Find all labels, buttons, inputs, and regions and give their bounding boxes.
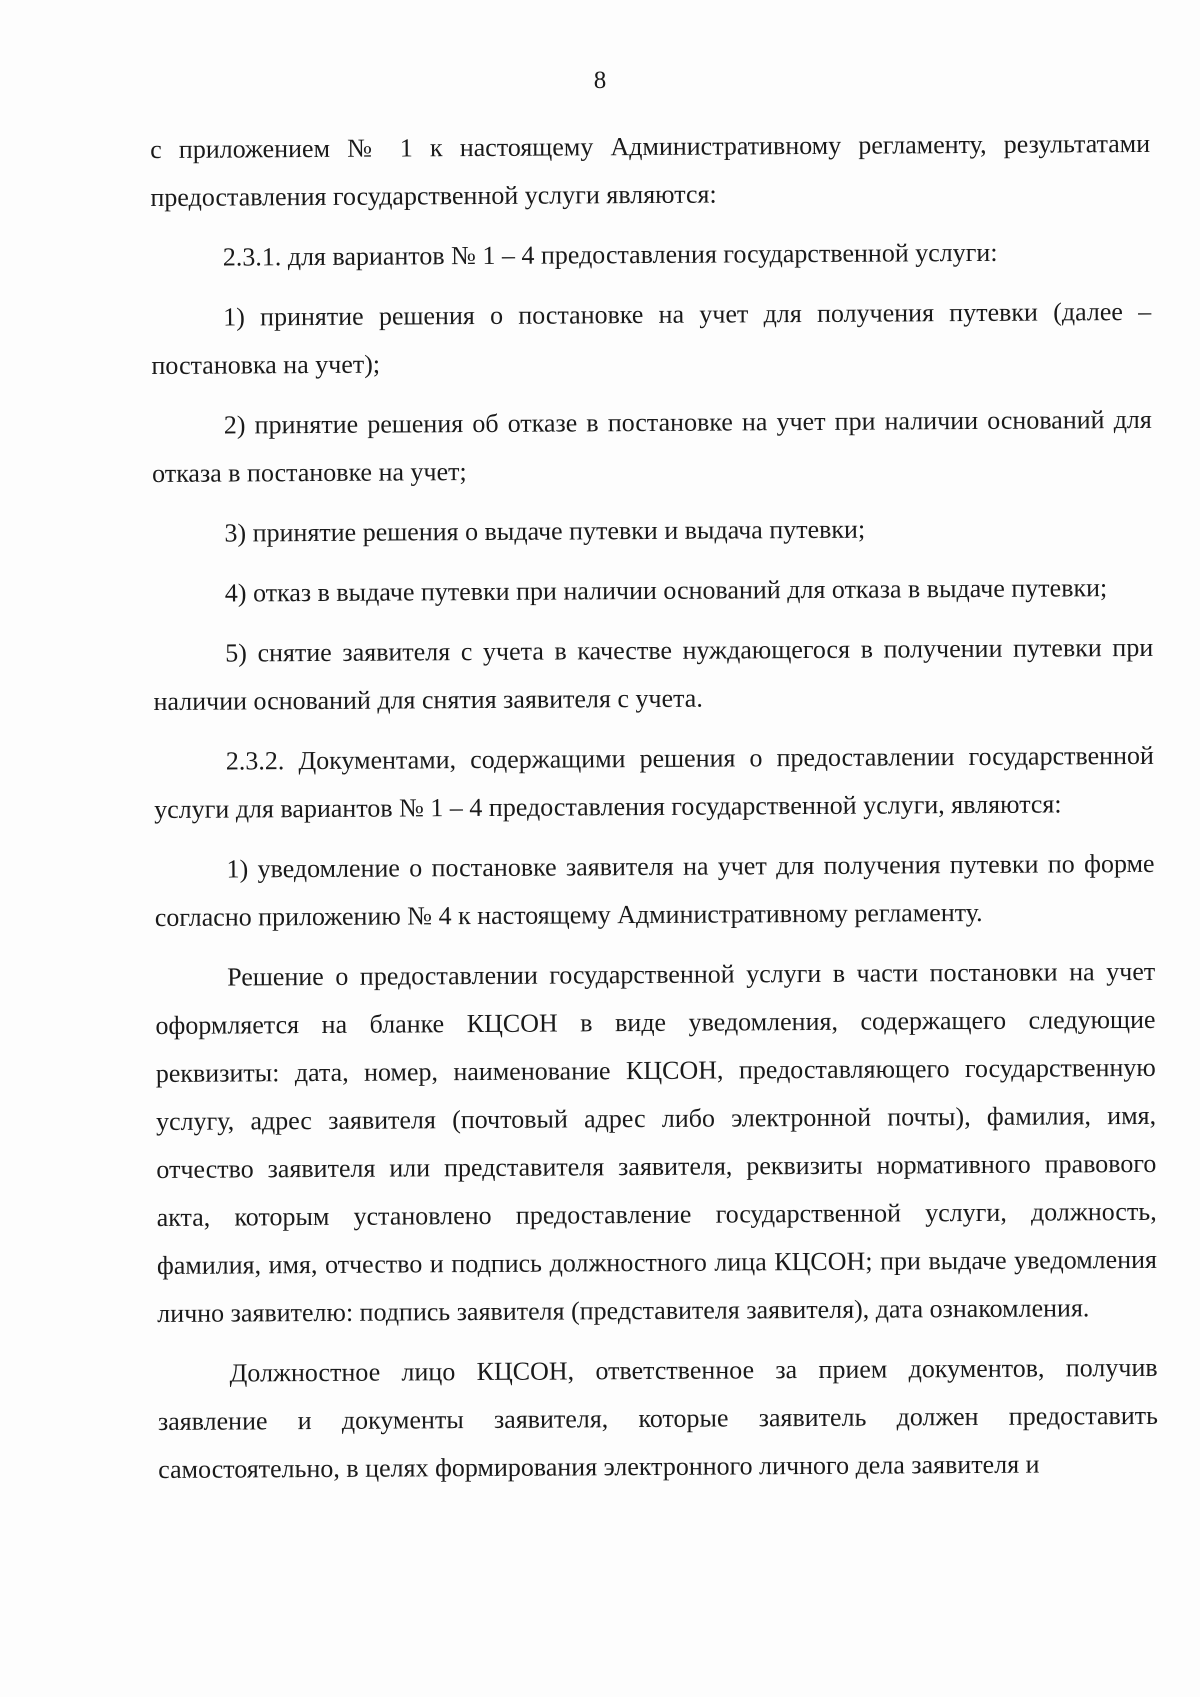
paragraph-results-intro: с приложением № 1 к настоящему Административному регламенту, результатами предоставления государственной услуги являются: <box>150 128 1151 212</box>
paragraph-2-3-1: 2.3.1. для вариантов № 1 – 4 предоставления государственной услуги: <box>222 237 998 272</box>
paragraph-decision-form: Решение о предоставлении государственной услуги в части постановки на учет оформляется на бланке КЦСОН в виде уведомления, содержащего следующие реквизиты: дата, номер, наименование КЦСОН, предоставляющего государственную услугу, адрес заявителя (почтовый адрес либо электронной почты), фамилия, имя, отчество заявителя или представителя заявителя, реквизиты нормативного правового акта, которым установлено предоставление государственной услуги, должность, фамилия, имя, отчество и подпись должностного лица КЦСОН; при выдаче уведомления лично заявителю: подпись заявителя (представителя заявителя), дата ознакомления. <box>155 956 1158 1328</box>
list-item-2: 2) принятие решения об отказе в постановке на учет при наличии оснований для отказа в постановке на учет; <box>152 404 1152 488</box>
page-number: 8 <box>593 67 607 94</box>
paragraph-2-3-2: 2.3.2. Документами, содержащими решения о предоставлении государственной услуги для вариантов № 1 – 4 предоставления государственной услуги, являются: <box>154 740 1154 824</box>
list-item-1: 1) принятие решения о постановке на учет для получения путевки (далее – постановка на учет); <box>151 296 1152 380</box>
list-item-5: 5) снятие заявителя с учета в качестве нуждающегося в получении путевки при наличии оснований для снятия заявителя с учета. <box>153 632 1154 716</box>
list-item-notification: 1) уведомление о постановке заявителя на учет для получения путевки по форме согласно приложению № 4 к настоящему Административному регламенту. <box>154 848 1155 932</box>
paragraph-official-duties: Должностное лицо КЦСОН, ответственное за прием документов, получив заявление и документы заявителя, которые заявитель должен предоставить самостоятельно, в целях формирования электронного личного дела заявителя и <box>157 1352 1158 1484</box>
list-item-4: 4) отказ в выдаче путевки при наличии оснований для отказа в выдаче путевки; <box>224 573 1108 608</box>
list-item-3: 3) принятие решения о выдаче путевки и выдача путевки; <box>224 514 866 548</box>
document-body <box>150 120 1158 1494</box>
